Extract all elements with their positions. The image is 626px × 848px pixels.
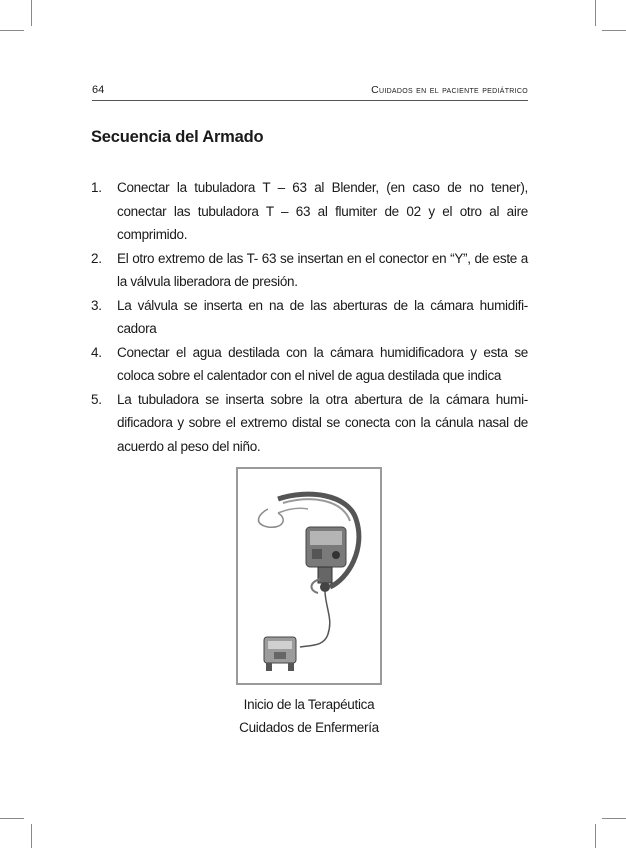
crop-mark-bottom-left-vertical — [31, 824, 32, 848]
crop-mark-top-right-vertical — [595, 0, 596, 26]
step-text: El otro extremo de las T- 63 se insertan en el conector en “Y”, de este a la válvula liberadora de presión. — [117, 250, 528, 289]
list-item — [91, 388, 528, 459]
list-item — [91, 247, 528, 294]
crop-mark-bottom-right-vertical — [595, 824, 596, 848]
caption-line: Cuidados de Enfermería — [239, 720, 379, 735]
crop-mark-top-left-vertical — [31, 0, 32, 26]
crop-mark-top-right-horizontal — [602, 30, 626, 31]
step-number: 4. — [91, 344, 102, 360]
step-number: 2. — [91, 250, 102, 266]
equipment-photo — [236, 467, 382, 685]
page-header — [92, 82, 528, 101]
crop-mark-bottom-right-horizontal — [602, 818, 626, 819]
step-text: La tubuladora se inserta sobre la otra abertura de la cámara humi-dificadora y sobre el extremo distal se conecta con la cánula nasal de acuerdo al peso del niño. — [117, 391, 528, 454]
figure-caption — [200, 693, 418, 739]
list-item — [91, 294, 528, 341]
list-item — [91, 176, 528, 247]
crop-mark-bottom-left-horizontal — [0, 818, 24, 819]
steps-list — [91, 176, 528, 458]
humidifier-device-illustration — [238, 469, 380, 683]
step-text: Conectar el agua destilada con la cámara humidificadora y esta se coloca sobre el calentador con el nivel de agua destilada que indica — [117, 344, 528, 383]
crop-mark-top-left-horizontal — [0, 30, 24, 31]
heater-base-icon — [264, 637, 296, 663]
page-number: 64 — [92, 84, 105, 96]
cable-icon — [300, 592, 330, 647]
list-item — [91, 341, 528, 388]
step-text: La válvula se inserta en na de las aberturas de la cámara humidifi-cadora — [117, 297, 528, 336]
step-number: 5. — [91, 391, 102, 407]
step-number: 3. — [91, 297, 102, 313]
caption-line: Inicio de la Terapéutica — [243, 697, 375, 712]
running-title: Cuidados en el paciente pediátrico — [371, 84, 528, 96]
section-title: Secuencia del Armado — [91, 128, 264, 146]
step-text: Conectar la tubuladora T – 63 al Blender, (en caso de no tener), conectar las tubuladora T – 63 al flumiter de 02 y el otro al aire comprimido. — [117, 180, 528, 242]
step-number: 1. — [91, 180, 102, 195]
